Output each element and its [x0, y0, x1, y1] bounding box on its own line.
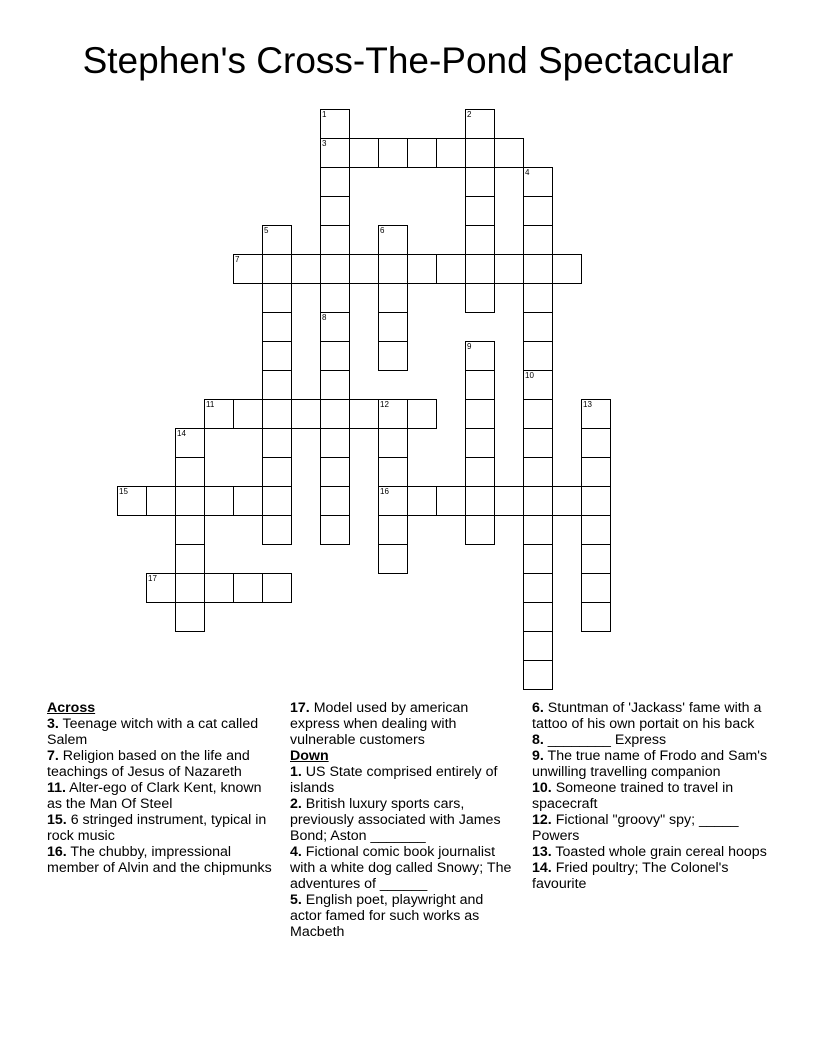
grid-cell[interactable]: [320, 109, 350, 139]
cell-number: 3: [322, 139, 327, 148]
grid-cell[interactable]: [378, 428, 408, 458]
grid-cell[interactable]: [175, 457, 205, 487]
grid-cell[interactable]: [378, 283, 408, 313]
grid-cell[interactable]: [581, 457, 611, 487]
grid-cell[interactable]: [233, 486, 263, 516]
grid-cell[interactable]: [146, 573, 176, 603]
grid-cell[interactable]: [320, 399, 350, 429]
grid-cell[interactable]: [262, 254, 292, 284]
grid-cell[interactable]: [523, 573, 553, 603]
cell-number: 16: [380, 487, 389, 496]
grid-cell[interactable]: [523, 457, 553, 487]
clue-down-6: 6. Stuntman of 'Jackass' fame with a tattoo of his own portait on his back: [532, 700, 762, 732]
grid-cell[interactable]: [523, 515, 553, 545]
grid-cell[interactable]: [262, 312, 292, 342]
grid-cell[interactable]: [465, 341, 495, 371]
grid-cell[interactable]: [378, 544, 408, 574]
grid-cell[interactable]: [262, 399, 292, 429]
grid-cell[interactable]: [465, 515, 495, 545]
clue-down-12: 12. Fictional "groovy" spy; _____ Powers: [532, 812, 739, 844]
grid-cell[interactable]: [523, 399, 553, 429]
clues-column-1: [47, 700, 272, 876]
clue-across-17: 17. Model used by american express when dealing with vulnerable customers: [290, 700, 469, 748]
cell-number: 8: [322, 313, 327, 322]
grid-cell[interactable]: [436, 254, 466, 284]
clue-down-5: 5. English poet, playwright and actor famed for such works as Macbeth: [290, 892, 484, 940]
cell-number: 14: [177, 429, 186, 438]
grid-cell[interactable]: [262, 515, 292, 545]
down-heading: Down: [290, 748, 329, 764]
clue-down-10: 10. Someone trained to travel in spacecraft: [532, 780, 734, 812]
grid-cell[interactable]: [465, 399, 495, 429]
grid-cell[interactable]: [146, 486, 176, 516]
grid-cell[interactable]: [262, 341, 292, 371]
clue-down-4: 4. Fictional comic book journalist with a white dog called Snowy; The adventures of ______: [290, 844, 512, 892]
clues-column-2: [290, 700, 518, 940]
across-heading: Across: [47, 700, 96, 716]
grid-cell[interactable]: [494, 138, 524, 168]
puzzle-title: Stephen's Cross-The-Pond Spectacular: [82, 40, 734, 81]
grid-cell[interactable]: [465, 196, 495, 226]
grid-cell[interactable]: [523, 225, 553, 255]
clue-down-1: 1. US State comprised entirely of islands: [290, 764, 498, 796]
clue-down-2: 2. British luxury sports cars, previously associated with James Bond; Aston _______: [290, 796, 501, 844]
grid-cell[interactable]: [523, 312, 553, 342]
grid-cell[interactable]: [523, 602, 553, 632]
clue-across-15: 15. 6 stringed instrument, typical in rock music: [47, 812, 267, 844]
clue-down-9: 9. The true name of Frodo and Sam's unwilling travelling companion: [532, 748, 768, 780]
grid-cell[interactable]: [233, 573, 263, 603]
grid-cell[interactable]: [407, 254, 437, 284]
grid-cell[interactable]: [523, 660, 553, 690]
grid-cell[interactable]: [552, 486, 582, 516]
grid-cell[interactable]: [465, 254, 495, 284]
grid-cell[interactable]: [204, 399, 234, 429]
cell-number: 7: [235, 255, 240, 264]
grid-cell[interactable]: [320, 312, 350, 342]
grid-cell[interactable]: [175, 428, 205, 458]
grid-cell[interactable]: [262, 573, 292, 603]
grid-cell[interactable]: [320, 486, 350, 516]
cell-number: 17: [148, 574, 157, 583]
grid-cell[interactable]: [320, 370, 350, 400]
grid-cell[interactable]: [465, 457, 495, 487]
clues-column-3: [532, 700, 772, 892]
grid-cell[interactable]: [262, 283, 292, 313]
grid-cell[interactable]: [523, 428, 553, 458]
grid-cell[interactable]: [407, 138, 437, 168]
grid-cell[interactable]: [175, 486, 205, 516]
grid-cell[interactable]: [407, 399, 437, 429]
grid-cell[interactable]: [349, 138, 379, 168]
cell-number: 15: [119, 487, 128, 496]
cell-number: 4: [525, 168, 530, 177]
grid-cell[interactable]: [204, 486, 234, 516]
grid-cell[interactable]: [523, 341, 553, 371]
grid-cell[interactable]: [378, 225, 408, 255]
grid-cell[interactable]: [378, 312, 408, 342]
cell-number: 10: [525, 371, 534, 380]
grid-cell[interactable]: [204, 573, 234, 603]
cell-number: 6: [380, 226, 385, 235]
grid-cell[interactable]: [465, 283, 495, 313]
grid-cell[interactable]: [378, 515, 408, 545]
grid-cell[interactable]: [291, 254, 321, 284]
grid-cell[interactable]: [465, 225, 495, 255]
grid-cell[interactable]: [465, 486, 495, 516]
grid-cell[interactable]: [262, 457, 292, 487]
grid-cell[interactable]: [436, 486, 466, 516]
grid-cell[interactable]: [378, 138, 408, 168]
cell-number: 5: [264, 226, 269, 235]
cell-number: 2: [467, 110, 472, 119]
grid-cell[interactable]: [320, 196, 350, 226]
grid-cell[interactable]: [523, 283, 553, 313]
grid-cell[interactable]: [320, 225, 350, 255]
grid-cell[interactable]: [175, 602, 205, 632]
cell-number: 11: [206, 400, 215, 409]
grid-cell[interactable]: [233, 254, 263, 284]
grid-cell[interactable]: [175, 544, 205, 574]
grid-cell[interactable]: [581, 602, 611, 632]
grid-cell[interactable]: [523, 370, 553, 400]
grid-cell[interactable]: [349, 254, 379, 284]
clue-across-7: 7. Religion based on the life and teachings of Jesus of Nazareth: [47, 748, 250, 780]
grid-cell[interactable]: [320, 457, 350, 487]
grid-cell[interactable]: [581, 399, 611, 429]
grid-cell[interactable]: [465, 370, 495, 400]
grid-cell[interactable]: [320, 167, 350, 197]
cell-number: 9: [467, 342, 472, 351]
grid-cell[interactable]: [320, 138, 350, 168]
grid-cell[interactable]: [378, 341, 408, 371]
grid-cell[interactable]: [349, 399, 379, 429]
grid-cell[interactable]: [465, 138, 495, 168]
grid-cell[interactable]: [581, 428, 611, 458]
grid-cell[interactable]: [262, 486, 292, 516]
cell-number: 1: [322, 110, 327, 119]
grid-cell[interactable]: [117, 486, 147, 516]
grid-cell[interactable]: [494, 486, 524, 516]
grid-cell[interactable]: [465, 167, 495, 197]
grid-cell[interactable]: [262, 428, 292, 458]
grid-cell[interactable]: [581, 486, 611, 516]
cell-number: 13: [583, 400, 592, 409]
grid-cell[interactable]: [320, 515, 350, 545]
grid-cell[interactable]: [320, 283, 350, 313]
grid-cell[interactable]: [378, 399, 408, 429]
grid-cell[interactable]: [320, 254, 350, 284]
grid-cell[interactable]: [523, 196, 553, 226]
grid-cell[interactable]: [465, 428, 495, 458]
clue-down-14: 14. Fried poultry; The Colonel's favourite: [532, 860, 729, 892]
grid-cell[interactable]: [581, 515, 611, 545]
grid-cell[interactable]: [233, 399, 263, 429]
grid-cell[interactable]: [407, 486, 437, 516]
clue-across-11: 11. Alter-ego of Clark Kent, known as the Man Of Steel: [47, 780, 262, 812]
grid-cell[interactable]: [262, 370, 292, 400]
grid-cell[interactable]: [494, 254, 524, 284]
cell-number: 12: [380, 400, 389, 409]
grid-cell[interactable]: [581, 544, 611, 574]
grid-cell[interactable]: [523, 167, 553, 197]
grid-cell[interactable]: [320, 341, 350, 371]
grid-cell[interactable]: [378, 254, 408, 284]
grid-cell[interactable]: [175, 573, 205, 603]
grid-cell[interactable]: [523, 254, 553, 284]
clue-down-8: 8. ________ Express: [532, 732, 667, 748]
clue-across-3: 3. Teenage witch with a cat called Salem: [47, 716, 259, 748]
grid-cell[interactable]: [378, 457, 408, 487]
clue-down-13: 13. Toasted whole grain cereal hoops: [532, 844, 767, 860]
grid-cell[interactable]: [436, 138, 466, 168]
grid-cell[interactable]: [523, 544, 553, 574]
grid-cell[interactable]: [320, 428, 350, 458]
grid-cell[interactable]: [552, 254, 582, 284]
grid-cell[interactable]: [465, 109, 495, 139]
grid-cell[interactable]: [378, 486, 408, 516]
grid-cell[interactable]: [523, 631, 553, 661]
clue-across-16: 16. The chubby, impressional member of Alvin and the chipmunks: [47, 844, 272, 876]
grid-cell[interactable]: [291, 399, 321, 429]
grid-cell[interactable]: [581, 573, 611, 603]
grid-cell[interactable]: [523, 486, 553, 516]
grid-cell[interactable]: [262, 225, 292, 255]
grid-cell[interactable]: [175, 515, 205, 545]
